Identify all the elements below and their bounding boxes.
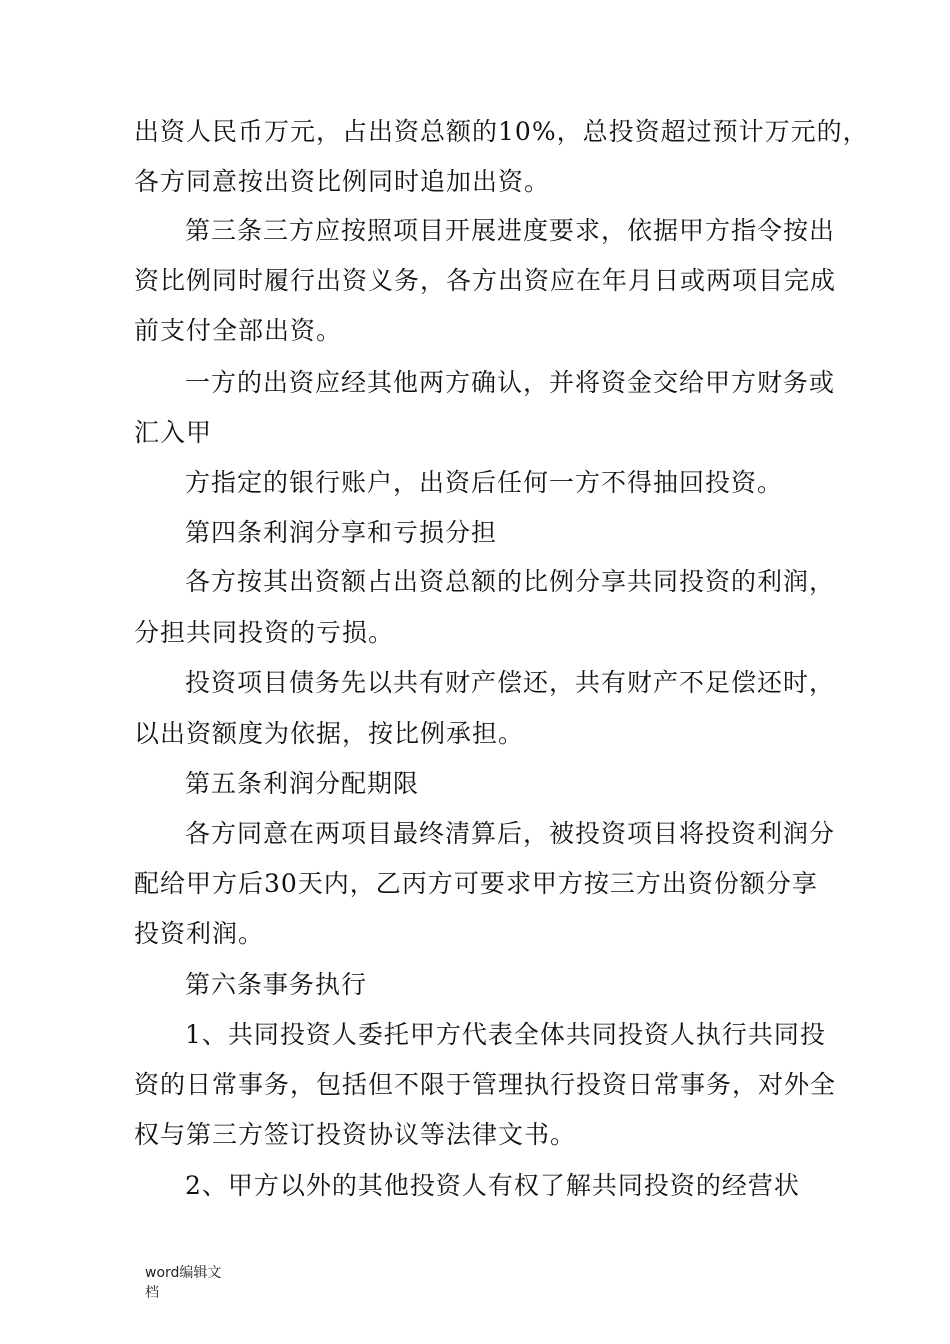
article-3-line: 第三条三方应按照项目开展进度要求，依据甲方指令按出: [185, 216, 836, 245]
footer-label: 档: [145, 1285, 159, 1301]
article-5-heading: 第五条利润分配期限: [185, 769, 420, 798]
paragraph-line: 1、共同投资人委托甲方代表全体共同投资人执行共同投: [185, 1020, 826, 1049]
paragraph-line: 资比例同时履行出资义务，各方出资应在年月日或两项目完成: [134, 266, 837, 295]
paragraph-line: 配给甲方后30天内，乙丙方可要求甲方按三方出资份额分享: [134, 869, 818, 898]
paragraph-line: 权与第三方签订投资协议等法律文书。: [134, 1120, 577, 1149]
paragraph-line: 一方的出资应经其他两方确认，并将资金交给甲方财务或: [185, 368, 836, 397]
paragraph-line: 投资项目债务先以共有财产偿还，共有财产不足偿还时，: [185, 668, 836, 697]
paragraph-line: 分担共同投资的亏损。: [134, 618, 395, 647]
paragraph-line: 前支付全部出资。: [134, 316, 343, 345]
footer-label: word编辑文: [145, 1265, 222, 1281]
paragraph-line: 方指定的银行账户，出资后任何一方不得抽回投资。: [185, 468, 784, 497]
paragraph-line: 各方同意在两项目最终清算后，被投资项目将投资利润分: [185, 819, 836, 848]
paragraph-line: 汇入甲: [134, 418, 213, 447]
paragraph-line: 以出资额度为依据，按比例承担。: [134, 719, 525, 748]
paragraph-line: 2、甲方以外的其他投资人有权了解共同投资的经营状: [185, 1171, 800, 1200]
paragraph-line: 各方按其出资额占出资总额的比例分享共同投资的利润，: [185, 567, 836, 596]
paragraph-line: 资的日常事务，包括但不限于管理执行投资日常事务，对外全: [134, 1070, 837, 1099]
paragraph-line: 各方同意按出资比例同时追加出资。: [134, 167, 551, 196]
paragraph-line: 投资利润。: [134, 919, 265, 948]
article-4-heading: 第四条利润分享和亏损分担: [185, 518, 498, 547]
paragraph-line: 出资人民币万元，占出资总额的10%，总投资超过预计万元的，: [134, 117, 869, 146]
article-6-heading: 第六条事务执行: [185, 970, 368, 999]
